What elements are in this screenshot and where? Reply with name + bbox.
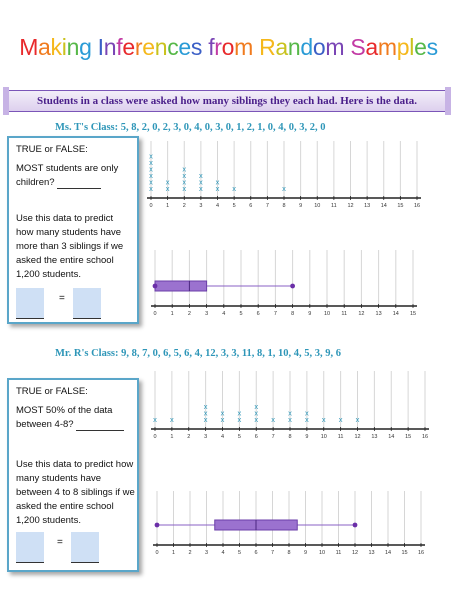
title-letter: k bbox=[50, 34, 62, 60]
true-false-answer-blank[interactable] bbox=[76, 420, 124, 431]
tick-label: 5 bbox=[237, 434, 241, 440]
dot-plot-x-mark: x bbox=[182, 177, 187, 187]
title-letter: o bbox=[221, 34, 235, 60]
title-letter: f bbox=[116, 34, 123, 60]
tick-label: 0 bbox=[149, 203, 153, 209]
title-letter: r bbox=[134, 34, 143, 60]
prediction-line-1: Use this data to predict bbox=[16, 213, 114, 224]
prediction-line-1: Use this data to predict how bbox=[16, 459, 134, 470]
prediction-line-2: how many students have bbox=[16, 227, 122, 238]
true-false-label: TRUE or FALSE: bbox=[16, 144, 88, 155]
title-letter: e bbox=[122, 34, 135, 60]
true-false-answer-blank[interactable] bbox=[57, 178, 101, 189]
box-min-point bbox=[155, 523, 160, 528]
box-max-point bbox=[290, 284, 295, 289]
dot-plot-x-mark: x bbox=[305, 408, 309, 418]
question-1-line-2: between 4-8? bbox=[16, 419, 74, 430]
tick-label: 11 bbox=[335, 550, 342, 556]
proportion-numerator-box[interactable] bbox=[16, 532, 44, 563]
dot-plot-x-mark: x bbox=[220, 408, 225, 418]
dot-plot-x-mark: x bbox=[237, 408, 242, 418]
tick-label: 0 bbox=[153, 311, 157, 317]
dot-plot-x-mark: x bbox=[288, 415, 292, 424]
dot-plot-x-mark: x bbox=[182, 164, 187, 174]
tick-label: 13 bbox=[375, 311, 382, 317]
title-letter: c bbox=[167, 34, 179, 60]
tick-label: 12 bbox=[351, 550, 359, 556]
dot-plot-x-mark: x bbox=[215, 177, 220, 187]
tick-label: 15 bbox=[397, 203, 404, 209]
equals-sign: = bbox=[59, 293, 65, 304]
tick-label: 4 bbox=[221, 550, 225, 556]
dot-plot-x-mark: x bbox=[288, 408, 292, 418]
dot-plot-x-mark: x bbox=[215, 184, 220, 193]
dot-plot-x-mark: x bbox=[220, 415, 225, 424]
tick-label: 4 bbox=[215, 203, 220, 209]
dot-plot-x-mark: x bbox=[203, 415, 208, 424]
tick-label: 1 bbox=[170, 311, 174, 317]
tick-label: 7 bbox=[271, 434, 275, 440]
intro-banner: Students in a class were asked how many siblings they each had. Here is the data. bbox=[8, 90, 446, 112]
tick-label: 7 bbox=[270, 550, 275, 556]
dot-plot-x-mark: x bbox=[203, 408, 208, 418]
tick-label: 13 bbox=[364, 203, 371, 209]
title-letter: i bbox=[61, 34, 67, 60]
prediction-line-4: asked the entire school bbox=[16, 255, 114, 266]
proportion-answer-box[interactable] bbox=[71, 532, 99, 563]
title-letter: I bbox=[97, 34, 104, 60]
title-letter: m bbox=[377, 34, 397, 60]
tick-label: 6 bbox=[254, 550, 258, 556]
dot-plot-x-mark: x bbox=[232, 184, 236, 193]
tick-label: 1 bbox=[170, 434, 174, 440]
dot-plot-x-mark: x bbox=[305, 415, 309, 424]
title-letter: n bbox=[103, 34, 117, 60]
tick-label: 7 bbox=[273, 311, 277, 317]
dot-plot-x-mark: x bbox=[153, 415, 157, 424]
tick-label: 5 bbox=[237, 550, 242, 556]
prediction-line-5: 1,200 students. bbox=[16, 515, 81, 526]
prediction-line-2: many students have bbox=[16, 473, 102, 484]
dot-plot-x-mark: x bbox=[355, 415, 360, 424]
tick-label: 3 bbox=[199, 203, 203, 209]
title-letter: R bbox=[259, 34, 276, 60]
class-t-heading: Ms. T's Class: 5, 8, 2, 0, 2, 3, 0, 4, 0, 3, 0, 1, 2, 1, 0, 4, 0, 3, 2, 0 bbox=[55, 122, 326, 133]
tick-label: 8 bbox=[287, 550, 291, 556]
prediction-line-3: between 4 to 8 siblings if we bbox=[16, 487, 135, 498]
tick-label: 13 bbox=[368, 550, 375, 556]
dot-plot-x-mark: x bbox=[165, 184, 170, 193]
box-max-point bbox=[353, 523, 358, 528]
proportion-answer-box[interactable] bbox=[73, 288, 101, 319]
tick-label: 1 bbox=[171, 550, 176, 556]
tick-label: 9 bbox=[305, 434, 309, 440]
class-r-box-plot bbox=[145, 489, 435, 571]
tick-label: 16 bbox=[421, 434, 429, 440]
tick-label: 3 bbox=[205, 311, 209, 317]
title-letter: n bbox=[154, 34, 168, 60]
title-letter: a bbox=[275, 34, 288, 60]
title-letter: p bbox=[396, 34, 410, 60]
title-letter: o bbox=[312, 34, 326, 60]
dot-plot-x-mark: x bbox=[182, 184, 187, 193]
tick-label: 3 bbox=[204, 550, 209, 556]
dot-plot-x-mark: x bbox=[199, 184, 203, 193]
title-letter: e bbox=[142, 34, 155, 60]
tick-label: 10 bbox=[323, 311, 331, 317]
tick-label: 14 bbox=[384, 550, 392, 556]
tick-label: 6 bbox=[256, 311, 260, 317]
tick-label: 12 bbox=[354, 434, 361, 440]
true-false-label: TRUE or FALSE: bbox=[16, 386, 88, 397]
tick-label: 10 bbox=[314, 203, 321, 209]
prediction-line-5: 1,200 students. bbox=[16, 269, 81, 280]
tick-label: 15 bbox=[401, 550, 408, 556]
question-1-line-1: MOST students are only bbox=[16, 163, 119, 174]
title-letter: M bbox=[19, 34, 39, 60]
tick-label: 10 bbox=[318, 550, 326, 556]
tick-label: 2 bbox=[187, 434, 191, 440]
tick-label: 12 bbox=[358, 311, 365, 317]
tick-label: 9 bbox=[299, 203, 303, 209]
dot-plot-x-mark: x bbox=[254, 415, 259, 424]
tick-label: 13 bbox=[371, 434, 378, 440]
tick-label: 5 bbox=[232, 203, 236, 209]
tick-label: 0 bbox=[155, 550, 159, 556]
question-1-line-2: children? bbox=[16, 177, 55, 188]
dot-plot-x-mark: x bbox=[254, 402, 259, 411]
title-letter: g bbox=[79, 34, 92, 60]
tick-label: 9 bbox=[303, 550, 308, 556]
title-letter: n bbox=[287, 34, 301, 60]
proportion-numerator-box[interactable] bbox=[16, 288, 44, 319]
equals-sign: = bbox=[57, 537, 63, 548]
title-letter: a bbox=[38, 34, 51, 60]
class-r-heading: Mr. R's Class: 9, 8, 7, 0, 6, 5, 6, 4, 12, 3, 3, 11, 8, 1, 10, 4, 5, 3, 9, 6 bbox=[55, 348, 342, 359]
tick-label: 12 bbox=[347, 203, 354, 209]
dot-plot-x-mark: x bbox=[254, 408, 259, 418]
box-min-point bbox=[153, 284, 158, 289]
page-title bbox=[0, 34, 457, 61]
title-letter: m bbox=[234, 34, 254, 60]
tick-label: 1 bbox=[166, 203, 170, 209]
dot-plot-x-mark: x bbox=[149, 177, 153, 187]
tick-label: 7 bbox=[265, 203, 269, 209]
tick-label: 15 bbox=[405, 434, 412, 440]
tick-label: 2 bbox=[188, 550, 192, 556]
box-body bbox=[155, 281, 207, 291]
tick-label: 11 bbox=[331, 203, 337, 209]
title-letter: l bbox=[409, 34, 415, 60]
tick-label: 16 bbox=[417, 550, 425, 556]
tick-label: 10 bbox=[320, 434, 327, 440]
class-r-question-card bbox=[7, 378, 139, 572]
tick-label: 14 bbox=[388, 434, 395, 440]
tick-label: 4 bbox=[220, 434, 225, 440]
dot-plot-x-mark: x bbox=[282, 184, 286, 193]
tick-label: 2 bbox=[187, 311, 191, 317]
class-t-dot-plot bbox=[145, 139, 425, 215]
prediction-line-4: asked the entire school bbox=[16, 501, 114, 512]
title-letter: f bbox=[208, 34, 215, 60]
dot-plot-x-mark: x bbox=[149, 151, 153, 161]
dot-plot-x-mark: x bbox=[338, 415, 343, 424]
prediction-line-3: more than 3 siblings if we bbox=[16, 241, 124, 252]
tick-label: 6 bbox=[249, 203, 253, 209]
tick-label: 11 bbox=[341, 311, 348, 317]
class-r-dot-plot bbox=[145, 369, 435, 441]
question-1-line-1: MOST 50% of the data bbox=[16, 405, 113, 416]
dot-plot-x-mark: x bbox=[321, 415, 326, 424]
dot-plot-x-mark: x bbox=[199, 171, 203, 180]
tick-label: 14 bbox=[380, 203, 387, 209]
title-letter: n bbox=[66, 34, 80, 60]
dot-plot-x-mark: x bbox=[182, 171, 187, 180]
tick-label: 8 bbox=[291, 311, 295, 317]
tick-label: 5 bbox=[239, 311, 243, 317]
title-letter: m bbox=[325, 34, 345, 60]
tick-label: 16 bbox=[413, 203, 421, 209]
title-letter: e bbox=[178, 34, 191, 60]
dot-plot-x-mark: x bbox=[149, 184, 153, 193]
title-letter: e bbox=[414, 34, 427, 60]
tick-label: 8 bbox=[282, 203, 286, 209]
dot-plot-x-mark: x bbox=[203, 402, 208, 411]
title-letter: S bbox=[350, 34, 366, 60]
title-letter: s bbox=[426, 34, 438, 60]
class-t-box-plot bbox=[145, 248, 425, 324]
dot-plot-x-mark: x bbox=[271, 415, 275, 424]
title-letter: a bbox=[365, 34, 378, 60]
tick-label: 3 bbox=[204, 434, 208, 440]
tick-label: 8 bbox=[288, 434, 292, 440]
tick-label: 0 bbox=[153, 434, 157, 440]
dot-plot-x-mark: x bbox=[199, 177, 203, 187]
tick-label: 11 bbox=[337, 434, 344, 440]
class-t-question-card bbox=[7, 136, 139, 324]
tick-label: 2 bbox=[182, 203, 186, 209]
dot-plot-x-mark: x bbox=[237, 415, 242, 424]
title-letter: s bbox=[190, 34, 203, 60]
title-letter: r bbox=[214, 34, 222, 60]
tick-label: 14 bbox=[392, 311, 399, 317]
title-letter: d bbox=[300, 34, 313, 60]
dot-plot-x-mark: x bbox=[149, 158, 153, 167]
tick-label: 9 bbox=[308, 311, 312, 317]
tick-label: 4 bbox=[222, 311, 226, 317]
dot-plot-x-mark: x bbox=[165, 177, 170, 187]
dot-plot-x-mark: x bbox=[149, 164, 153, 174]
dot-plot-x-mark: x bbox=[170, 415, 174, 424]
tick-label: 6 bbox=[254, 434, 258, 440]
dot-plot-x-mark: x bbox=[149, 171, 153, 180]
tick-label: 15 bbox=[409, 311, 417, 317]
